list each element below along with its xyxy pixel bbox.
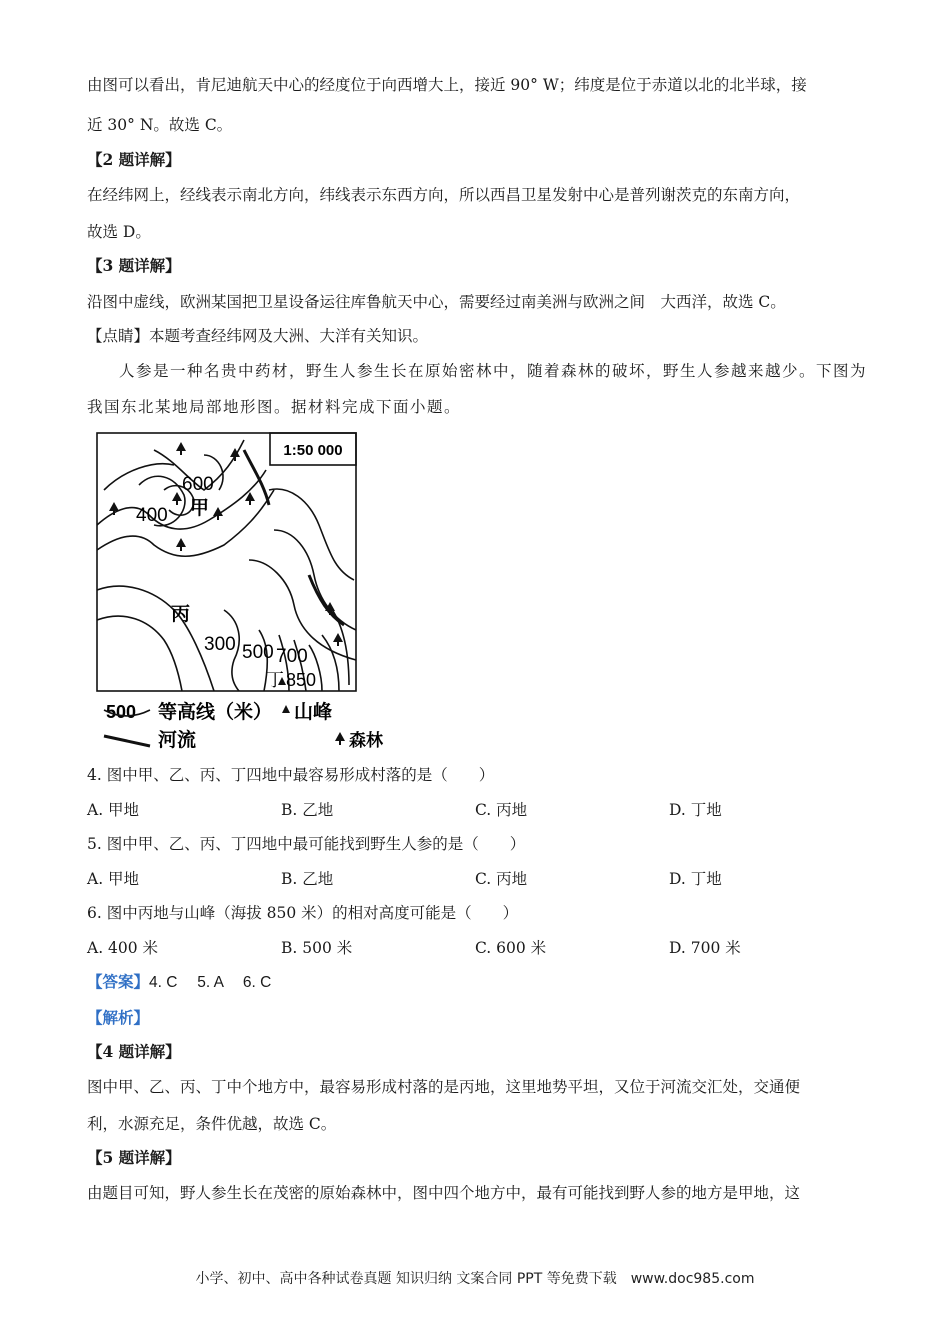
contour-label-700: 700 <box>276 646 308 667</box>
q6-option-a: A. 400 米 <box>87 939 159 957</box>
q6-option-b: B. 500 米 <box>281 939 353 957</box>
topographic-map <box>94 430 383 751</box>
answer-line <box>87 971 271 994</box>
legend-contour-value: 500 <box>106 702 137 722</box>
answer-value: 4. C 5. A 6. C <box>149 974 272 991</box>
material-line-1: 人参是一种名贵中药材，野生人参生长在原始密林中，随着森林的破坏，野生人参越来越少。下图为 <box>119 362 868 380</box>
contour-label-500: 500 <box>242 642 274 663</box>
place-label-bing: 丙 <box>171 603 191 625</box>
detail-4-line-1: 图中甲、乙、丙、丁中个地方中，最容易形成村落的是丙地，这里地势平坦，又位于河流交汇处，交通便 <box>87 1078 801 1096</box>
page-footer: 小学、初中、高中各种试卷真题 知识归纳 文案合同 PPT 等免费下载 www.doc985.com <box>195 1271 755 1287</box>
peak-icon <box>282 705 290 713</box>
question-4-stem: 4. 图中甲、乙、丙、丁四地中最容易形成村落的是（ ） <box>87 766 495 784</box>
text-line-5: 沿图中虚线，欧洲某国把卫星设备运往库鲁航天中心，需要经过南美洲与欧洲之间 大西洋，故选 C。 <box>87 293 786 311</box>
detail-2-title: 【2 题详解】 <box>87 150 181 169</box>
river-icon <box>104 736 150 746</box>
forest-icon <box>335 732 345 741</box>
detail-3-title: 【3 题详解】 <box>87 256 181 275</box>
q4-option-a: A. 甲地 <box>87 801 140 819</box>
q6-option-d: D. 700 米 <box>669 939 741 957</box>
detail-4-line-2: 利，水源充足，条件优越，故选 C。 <box>87 1115 337 1133</box>
q5-option-c: C. 丙地 <box>475 870 528 888</box>
text-line-4: 故选 D。 <box>87 223 151 241</box>
detail-5-line-1: 由题目可知，野人参生长在茂密的原始森林中，图中四个地方中，最有可能找到野人参的地方是甲地，这 <box>87 1184 801 1202</box>
legend-peak-text: 山峰 <box>294 701 333 723</box>
analysis-label: 【解析】 <box>87 1008 150 1027</box>
q4-option-b: B. 乙地 <box>281 801 334 819</box>
question-5-stem: 5. 图中甲、乙、丙、丁四地中最可能找到野生人参的是（ ） <box>87 835 526 853</box>
map-legend <box>104 700 384 751</box>
contour-label-600: 600 <box>182 474 214 495</box>
q5-option-d: D. 丁地 <box>669 870 722 888</box>
material-line-2: 我国东北某地局部地形图。据材料完成下面小题。 <box>87 398 462 416</box>
dianjing-line: 【点睛】本题考查经纬网及大洲、大洋有关知识。 <box>87 327 429 345</box>
question-6-stem: 6. 图中丙地与山峰（海拔 850 米）的相对高度可能是（ ） <box>87 904 519 922</box>
legend-contour-text: 等高线（米） <box>158 701 273 723</box>
contour-label-850: 850 <box>286 670 317 690</box>
legend-forest-text: 森林 <box>349 731 383 751</box>
detail-5-title: 【5 题详解】 <box>87 1148 181 1167</box>
text-line-2: 近 30° N。故选 C。 <box>87 116 233 134</box>
detail-4-title: 【4 题详解】 <box>87 1042 181 1061</box>
q4-option-d: D. 丁地 <box>669 801 722 819</box>
place-label-ding: 丁 <box>266 670 284 691</box>
text-line-1: 由图可以看出，肯尼迪航天中心的经度位于向西增大上，接近 90° W；纬度是位于赤道以北的北半球，接 <box>87 76 807 94</box>
q5-option-b: B. 乙地 <box>281 870 334 888</box>
text-line-3: 在经纬网上，经线表示南北方向，纬线表示东西方向，所以西昌卫星发射中心是普列谢茨克的东南方向， <box>87 186 801 204</box>
legend-river-text: 河流 <box>158 729 197 751</box>
place-label-jia: 甲 <box>190 497 210 519</box>
map-scale: 1:50 000 <box>283 442 343 459</box>
contour-label-400: 400 <box>136 505 168 526</box>
q4-option-c: C. 丙地 <box>475 801 528 819</box>
q6-option-c: C. 600 米 <box>475 939 547 957</box>
answer-label: 【答案】 <box>87 972 150 991</box>
q5-option-a: A. 甲地 <box>87 870 140 888</box>
contour-label-300: 300 <box>204 634 236 655</box>
